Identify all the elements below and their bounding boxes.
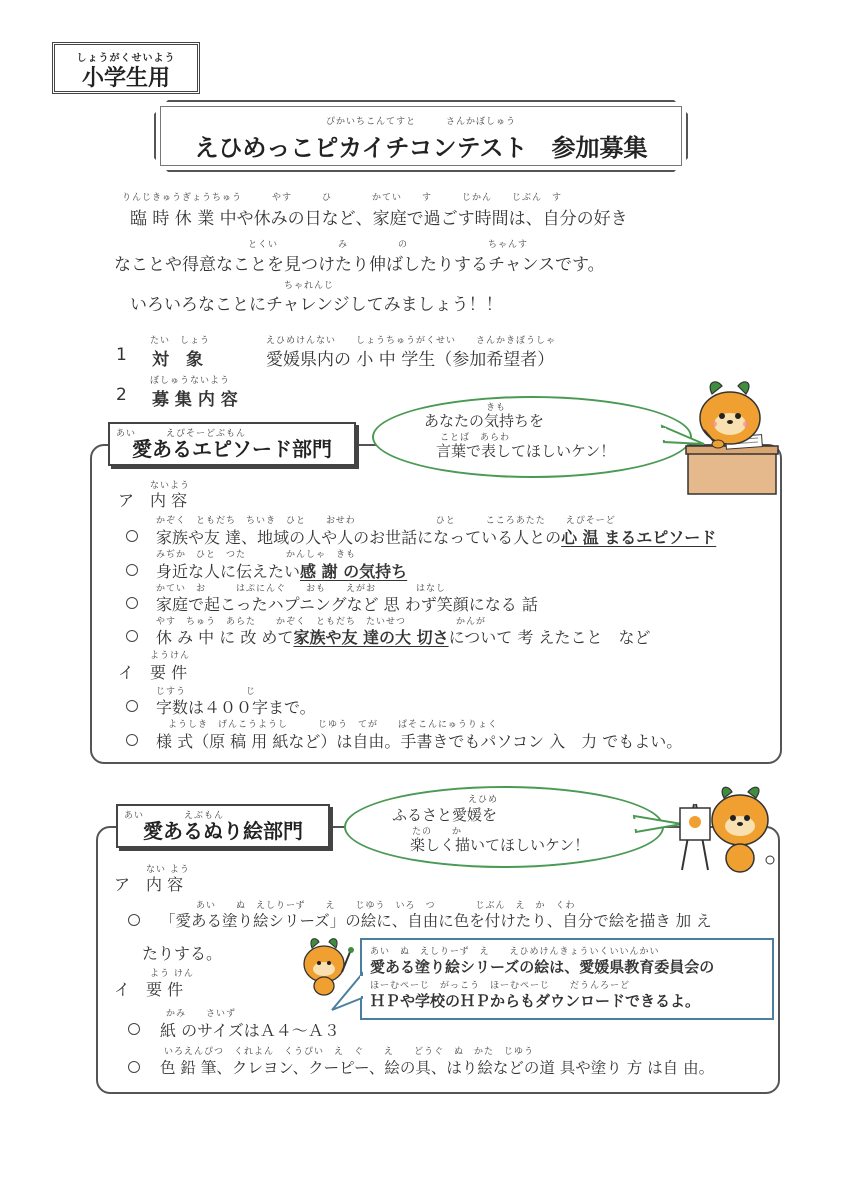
intro-line1: 臨 時 休 業 中や休みの日など、家庭で過ごす時間は、自分の好き	[130, 209, 628, 229]
episode-bubble-line2-ruby: ことば あらわ	[440, 433, 511, 443]
coloring-tag-ruby: あい えぶもん	[124, 811, 225, 821]
episode-req-1-ruby: じすう じ	[156, 687, 257, 697]
episode-req-2-ruby: ようしき げんこうようし じゆう てが ぱそこんにゅうりょく	[168, 720, 498, 730]
list-bullet-icon	[128, 1061, 140, 1073]
intro-line3: いろいろなことにチャレンジしてみましょう！！	[130, 295, 503, 315]
episode-req-label: イ 要 件	[118, 663, 188, 682]
episode-tag-ruby: あい えぴそーどぶもん	[116, 429, 247, 439]
list-item	[156, 625, 650, 648]
grade-ruby: しょうがくせいよう	[76, 53, 176, 64]
coloring-req-ruby: よう けん	[150, 969, 194, 979]
episode-bubble-line2: 言葉で表してほしいケン！	[436, 442, 616, 460]
list-item	[156, 525, 716, 548]
episode-content-label: ア 内 容	[118, 491, 188, 510]
grade-box	[52, 42, 200, 94]
episode-item-3-text: 家庭で起こったハプニングなど 思 わず笑顔になる 話	[156, 595, 538, 614]
list-bullet-icon	[128, 914, 140, 926]
target-value: 愛媛県内の 小 中 学生（参加希望者）	[266, 350, 555, 370]
target-label: 対 象	[152, 350, 203, 370]
coloring-req-1: 紙 のサイズはＡ４～Ａ３	[160, 1021, 340, 1040]
coloring-content-label: ア 内 容	[114, 875, 184, 894]
coloring-bubble-line2: 楽しく描いてほしいケン！	[410, 836, 590, 854]
mascot-small-illustration	[298, 936, 356, 998]
list-item	[156, 592, 538, 615]
list-bullet-icon	[126, 734, 138, 746]
list-bullet-icon	[126, 597, 138, 609]
episode-tag-label: 愛あるエピソード部門	[132, 437, 332, 461]
episode-item-4-emphasis: 家族や友 達の大 切さ	[293, 628, 449, 647]
coloring-bubble-line1: ふるさと愛媛を	[392, 806, 498, 824]
coloring-tag-label: 愛あるぬり絵部門	[143, 819, 303, 843]
episode-req-1: 字数は４００字まで。	[156, 698, 316, 717]
target-number: 1	[116, 345, 127, 365]
coloring-speech-bubble	[344, 786, 664, 868]
coloring-bubble-line1-ruby: えひめ	[468, 795, 499, 805]
mascot-writing-illustration	[682, 378, 782, 500]
episode-req-2: 様 式（原 稿 用 紙など）は自由。手書きでもパソコン 入 力 でもよい。	[156, 732, 683, 751]
episode-req-ruby: ようけん	[150, 651, 191, 661]
target-value-ruby: えひめけんない しょうちゅうがくせい さんかきぼうしゃ	[266, 336, 557, 346]
coloring-note-line2-ruby: ほーむぺーじ がっこう ほーむぺーじ だうんろーど	[370, 981, 631, 991]
coloring-note-line2: ＨＰや学校のＨＰからもダウンロードできるよ。	[370, 992, 701, 1010]
page-title: えひめっこピカイチコンテスト 参加募集	[194, 134, 648, 162]
list-bullet-icon	[128, 1023, 140, 1035]
coloring-item-line1: 「愛ある塗り絵シリーズ」の絵に、自由に色を付けたり、自分で絵を描き 加 え	[160, 912, 712, 930]
episode-item-4-text: 休 み 中 に 改 めて	[156, 628, 294, 647]
target-label-ruby: たい しょう	[150, 336, 211, 346]
recruit-number: 2	[116, 385, 127, 405]
list-bullet-icon	[126, 530, 138, 542]
episode-item-4-suffix: について 考 えたこと など	[448, 628, 651, 647]
coloring-bubble-line2-ruby: たの か	[412, 827, 463, 837]
mascot-painting-illustration	[674, 784, 778, 876]
coloring-item-line2: たりする。	[142, 944, 223, 963]
episode-item-4-ruby: やす ちゅう あらた かぞく ともだち たいせつ かんが	[156, 617, 487, 627]
coloring-note-line1-ruby: あい ぬ えしりーず え えひめけんきょういくいいんかい	[370, 947, 660, 957]
coloring-req-2: 色 鉛 筆、クレヨン、クーピー、絵の具、はり絵などの道 具や塗り 方 は自 由。	[160, 1059, 715, 1077]
intro-line2-ruby: とくい み の ちゃんす	[248, 240, 529, 250]
coloring-content-ruby: ない よう	[146, 865, 190, 875]
episode-bubble-line1-ruby: きも	[486, 403, 507, 413]
episode-item-1-ruby: かぞく ともだち ちいき ひと おせわ ひと こころあたた えぴそーど	[156, 516, 616, 526]
recruit-label: 募 集 内 容	[152, 390, 238, 410]
episode-bubble-line1: あなたの気持ちを	[424, 412, 545, 430]
episode-item-1-emphasis: 心 温 まるエピソード	[561, 528, 717, 547]
grade-label: 小学生用	[81, 66, 170, 91]
list-bullet-icon	[126, 564, 138, 576]
episode-item-2-text: 身近な人に伝えたい	[156, 562, 301, 581]
list-bullet-icon	[126, 630, 138, 642]
episode-item-1-text: 家族や友 達、地域の人や人のお世話になっている人との	[156, 528, 562, 547]
recruit-label-ruby: ぼしゅうないよう	[150, 376, 231, 386]
intro-line2: なことや得意なことを見つけたり伸ばしたりするチャンスです。	[114, 255, 605, 275]
coloring-note-line1: 愛ある塗り絵シリーズの絵は、愛媛県教育委員会の	[370, 958, 715, 976]
coloring-req-1-ruby: かみ さいず	[166, 1009, 237, 1019]
list-item	[156, 559, 407, 582]
intro-line1-ruby: りんじきゅうぎょうちゅう やす ひ かてい す じかん じぶん す	[122, 193, 563, 203]
coloring-req-2-ruby: いろえんぴつ くれよん くうぴい え ぐ え どうぐ ぬ かた じゆう	[164, 1047, 535, 1057]
episode-item-3-ruby: かてい お はぷにんぐ おも えがお はなし	[156, 584, 447, 594]
episode-speech-bubble	[372, 396, 692, 478]
coloring-item-ruby: あい ぬ えしりーず え じゆう いろ つ じぶん え か くわ	[196, 901, 576, 911]
episode-content-ruby: ないよう	[150, 481, 191, 491]
coloring-req-label: イ 要 件	[114, 980, 184, 999]
list-bullet-icon	[126, 700, 138, 712]
intro-line3-ruby: ちゃれんじ	[284, 281, 335, 291]
episode-item-2-emphasis: 感 謝 の気持ち	[300, 562, 408, 581]
title-ruby: ぴかいちこんてすと さんかぼしゅう	[325, 117, 516, 127]
episode-item-2-ruby: みぢか ひと つた かんしゃ きも	[156, 550, 357, 560]
